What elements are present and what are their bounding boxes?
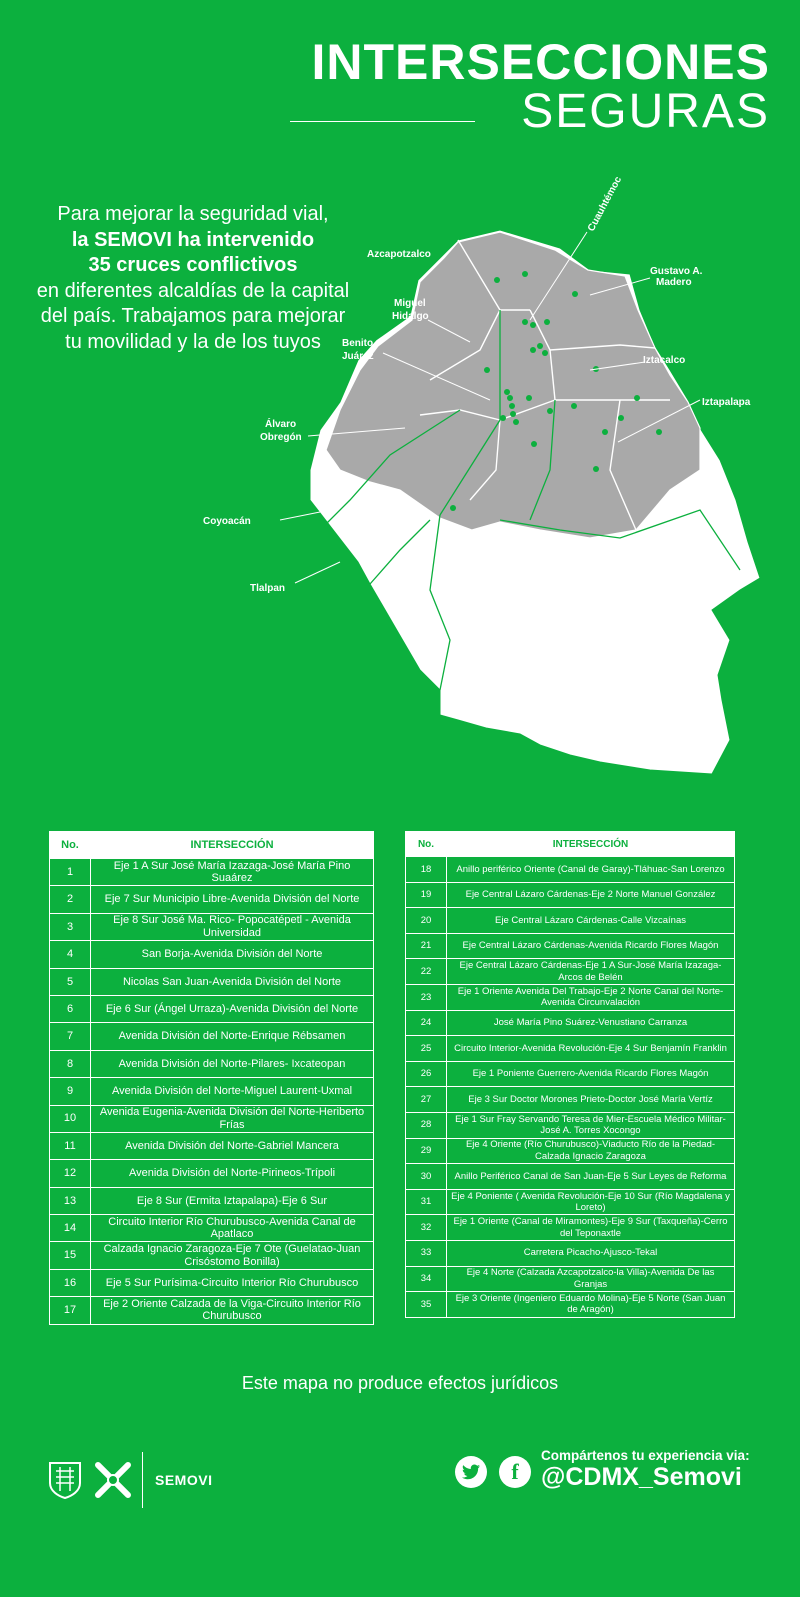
table-row: [50, 1269, 374, 1296]
facebook-icon[interactable]: f: [499, 1456, 531, 1488]
brand-name: SEMOVI: [155, 1472, 213, 1488]
table-row: [50, 1050, 374, 1077]
label-gam-1: Gustavo A.: [650, 266, 703, 277]
legal-disclaimer: Este mapa no produce efectos jurídicos: [241, 1373, 559, 1393]
row-number: 15: [50, 1242, 91, 1269]
label-iztacalco: Iztacalco: [643, 355, 686, 366]
table-row: [406, 1087, 735, 1113]
intersection-name: Anillo periférico Oriente (Canal de Garay)-Tláhuac-San Lorenzo: [447, 857, 735, 883]
intersection-name: Eje Central Lázaro Cárdenas-Calle Vizcaínas: [447, 908, 735, 934]
label-benito-juarez-2: Juárez: [342, 351, 374, 362]
label-benito-juarez-1: Benito: [342, 338, 374, 349]
intersections-table-right: [405, 831, 735, 1318]
row-number: 28: [406, 1112, 447, 1138]
table-row: [50, 913, 374, 940]
row-number: 33: [406, 1240, 447, 1266]
table-row: [406, 1164, 735, 1190]
label-azcapotzalco: Azcapotzalco: [367, 249, 431, 260]
table-row: [406, 1266, 735, 1292]
intersection-name: Eje 1 Poniente Guerrero-Avenida Ricardo Flores Magón: [447, 1061, 735, 1087]
row-number: 34: [406, 1266, 447, 1292]
cdmx-shield-icon: [48, 1461, 82, 1499]
row-number: 16: [50, 1269, 91, 1296]
label-gam-2: Madero: [656, 277, 692, 288]
intersection-name: Eje 5 Sur Purísima-Circuito Interior Río Churubusco: [91, 1269, 374, 1296]
table-row: [406, 857, 735, 883]
header-no: No.: [50, 832, 91, 859]
label-cuauhtemoc: Cuauhtémoc: [585, 174, 625, 234]
twitter-icon[interactable]: [455, 1456, 487, 1488]
row-number: 4: [50, 941, 91, 968]
row-number: 14: [50, 1215, 91, 1242]
row-number: 18: [406, 857, 447, 883]
social-handle[interactable]: @CDMX_Semovi: [541, 1463, 742, 1491]
intersection-name: Eje 2 Oriente Calzada de la Viga-Circuito Interior Río Churubusco: [91, 1297, 374, 1324]
table-row: [50, 1215, 374, 1242]
intersection-name: Eje Central Lázaro Cárdenas-Avenida Ricardo Flores Magón: [447, 933, 735, 959]
twitter-bird-icon: [462, 1464, 480, 1480]
table-row: [406, 908, 735, 934]
intro-line: Para mejorar la seguridad vial,: [57, 203, 329, 225]
label-tlalpan: Tlalpan: [250, 583, 286, 594]
row-number: 19: [406, 882, 447, 908]
row-number: 13: [50, 1187, 91, 1214]
row-number: 8: [50, 1050, 91, 1077]
table-row: [406, 1189, 735, 1215]
intro-rest: en diferentes alcaldías de la capital del país. Trabajamos para mejorar tu movilidad y la de los tuyos: [36, 279, 350, 353]
row-number: 31: [406, 1189, 447, 1215]
intersection-name: Eje 8 Sur (Ermita Iztapalapa)-Eje 6 Sur: [91, 1187, 374, 1214]
intersection-name: Calzada Ignacio Zaragoza-Eje 7 Ote (Guelatao-Juan Crisóstomo Bonilla): [91, 1242, 374, 1269]
row-number: 9: [50, 1078, 91, 1105]
table-row: [406, 959, 735, 985]
table-row: [406, 1138, 735, 1164]
table-row: [406, 1061, 735, 1087]
intersection-name: Eje 1 Oriente (Canal de Miramontes)-Eje 9 Sur (Taxqueña)-Cerro del Teponaxtle: [447, 1215, 735, 1241]
intersection-name: Eje 6 Sur (Ángel Urraza)-Avenida División del Norte: [91, 995, 374, 1022]
title-light: SEGURAS: [521, 85, 770, 138]
intersection-name: Eje 7 Sur Municipio Libre-Avenida División del Norte: [91, 886, 374, 913]
cdmx-emblem-icon: [94, 1461, 132, 1499]
row-number: 6: [50, 995, 91, 1022]
intersection-name: Eje 3 Sur Doctor Morones Prieto-Doctor José María Vertíz: [447, 1087, 735, 1113]
table-row: [406, 1292, 735, 1318]
table-row: [50, 968, 374, 995]
row-number: 1: [50, 859, 91, 886]
logo-divider: [142, 1452, 143, 1508]
row-number: 11: [50, 1132, 91, 1159]
table-row: [50, 1297, 374, 1324]
intersection-name: Circuito Interior Río Churubusco-Avenida Canal de Apatlaco: [91, 1215, 374, 1242]
table-header-row: [406, 832, 735, 857]
intersection-name: Eje 4 Norte (Calzada Azcapotzalco-la Villa)-Avenida De las Granjas: [447, 1266, 735, 1292]
intersection-name: Circuito Interior-Avenida Revolución-Eje 4 Sur Benjamín Franklin: [447, 1036, 735, 1062]
intro-bold-line: 35 cruces conflictivos: [88, 254, 298, 276]
intersection-name: Eje 1 A Sur José María Izazaga-José María Pino Suaárez: [91, 859, 374, 886]
intersection-name: Avenida División del Norte-Pilares- Ixcateopan: [91, 1050, 374, 1077]
row-number: 21: [406, 933, 447, 959]
table-row: [50, 1023, 374, 1050]
table-row: [406, 1240, 735, 1266]
table-row: [50, 1242, 374, 1269]
row-number: 2: [50, 886, 91, 913]
table-row: [50, 1132, 374, 1159]
intersection-name: Eje 3 Oriente (Ingeniero Eduardo Molina)-Eje 5 Norte (San Juan de Aragón): [447, 1292, 735, 1318]
label-iztapalapa: Iztapalapa: [702, 397, 751, 408]
intersection-name: Eje 1 Oriente Avenida Del Trabajo-Eje 2 Norte Canal del Norte-Avenida Circunvalación: [447, 984, 735, 1010]
intersection-name: Avenida División del Norte-Gabriel Mancera: [91, 1132, 374, 1159]
table-row: [50, 1187, 374, 1214]
table-row: [50, 941, 374, 968]
intro-bold-line: la SEMOVI ha intervenido: [71, 228, 315, 251]
intersection-name: Nicolas San Juan-Avenida División del Norte: [91, 968, 374, 995]
row-number: 5: [50, 968, 91, 995]
table-row: [50, 886, 374, 913]
intersection-name: Eje 8 Sur José Ma. Rico- Popocatépetl - Avenida Universidad: [91, 913, 374, 940]
title-bold: INTERSECCIONES: [311, 34, 770, 90]
row-number: 25: [406, 1036, 447, 1062]
intersection-name: Avenida Eugenia-Avenida División del Norte-Heriberto Frías: [91, 1105, 374, 1132]
row-number: 22: [406, 959, 447, 985]
row-number: 3: [50, 913, 91, 940]
table-row: [406, 882, 735, 908]
intersection-name: Anillo Periférico Canal de San Juan-Eje 5 Sur Leyes de Reforma: [447, 1164, 735, 1190]
row-number: 17: [50, 1297, 91, 1324]
label-alvaro-obregon-2: Obregón: [260, 432, 302, 443]
intersection-name: Avenida División del Norte-Pirineos-Trípoli: [91, 1160, 374, 1187]
row-number: 20: [406, 908, 447, 934]
header-interseccion: INTERSECCIÓN: [91, 832, 374, 859]
row-number: 27: [406, 1087, 447, 1113]
label-miguel-hidalgo-1: Miguel: [394, 298, 426, 309]
row-number: 32: [406, 1215, 447, 1241]
intersection-name: Eje 4 Oriente (Río Churubusco)-Viaducto Río de la Piedad-Calzada Ignacio Zaragoza: [447, 1138, 735, 1164]
table-row: [50, 995, 374, 1022]
table-header-row: [50, 832, 374, 859]
header-no: No.: [406, 832, 447, 857]
intersection-name: Carretera Picacho-Ajusco-Tekal: [447, 1240, 735, 1266]
row-number: 35: [406, 1292, 447, 1318]
table-row: [50, 1105, 374, 1132]
intersection-name: José María Pino Suárez-Venustiano Carranza: [447, 1010, 735, 1036]
table-row: [406, 933, 735, 959]
header-interseccion: INTERSECCIÓN: [447, 832, 735, 857]
intersection-name: Avenida División del Norte-Miguel Laurent-Uxmal: [91, 1078, 374, 1105]
label-miguel-hidalgo-2: Hidalgo: [392, 311, 429, 322]
table-row: [406, 1036, 735, 1062]
intersection-name: San Borja-Avenida División del Norte: [91, 941, 374, 968]
table-row: [50, 1160, 374, 1187]
row-number: 26: [406, 1061, 447, 1087]
table-row: [406, 1215, 735, 1241]
share-text: Compártenos tu experiencia via:: [541, 1448, 750, 1463]
row-number: 12: [50, 1160, 91, 1187]
footer-logos: [48, 1452, 212, 1508]
row-number: 24: [406, 1010, 447, 1036]
row-number: 7: [50, 1023, 91, 1050]
title-underline: [290, 121, 475, 122]
intersection-name: Eje 4 Poniente ( Avenida Revolución-Eje 10 Sur (Río Magdalena y Loreto): [447, 1189, 735, 1215]
intersections-table-left: [49, 831, 374, 1325]
table-row: [50, 1078, 374, 1105]
row-number: 30: [406, 1164, 447, 1190]
row-number: 10: [50, 1105, 91, 1132]
row-number: 29: [406, 1138, 447, 1164]
table-row: [406, 984, 735, 1010]
intersection-name: Eje 1 Sur Fray Servando Teresa de Mier-Escuela Médico Militar- José A. Torres Xocongo: [447, 1112, 735, 1138]
intersection-name: Eje Central Lázaro Cárdenas-Eje 2 Norte Manuel González: [447, 882, 735, 908]
intersection-name: Eje Central Lázaro Cárdenas-Eje 1 A Sur-José María Izazaga- Arcos de Belén: [447, 959, 735, 985]
table-row: [406, 1112, 735, 1138]
label-coyoacan: Coyoacán: [203, 516, 251, 527]
cdmx-map: [200, 170, 790, 790]
intersection-name: Avenida División del Norte-Enrique Rébsamen: [91, 1023, 374, 1050]
row-number: 23: [406, 984, 447, 1010]
table-row: [406, 1010, 735, 1036]
label-alvaro-obregon-1: Álvaro: [265, 419, 297, 430]
table-row: [50, 859, 374, 886]
